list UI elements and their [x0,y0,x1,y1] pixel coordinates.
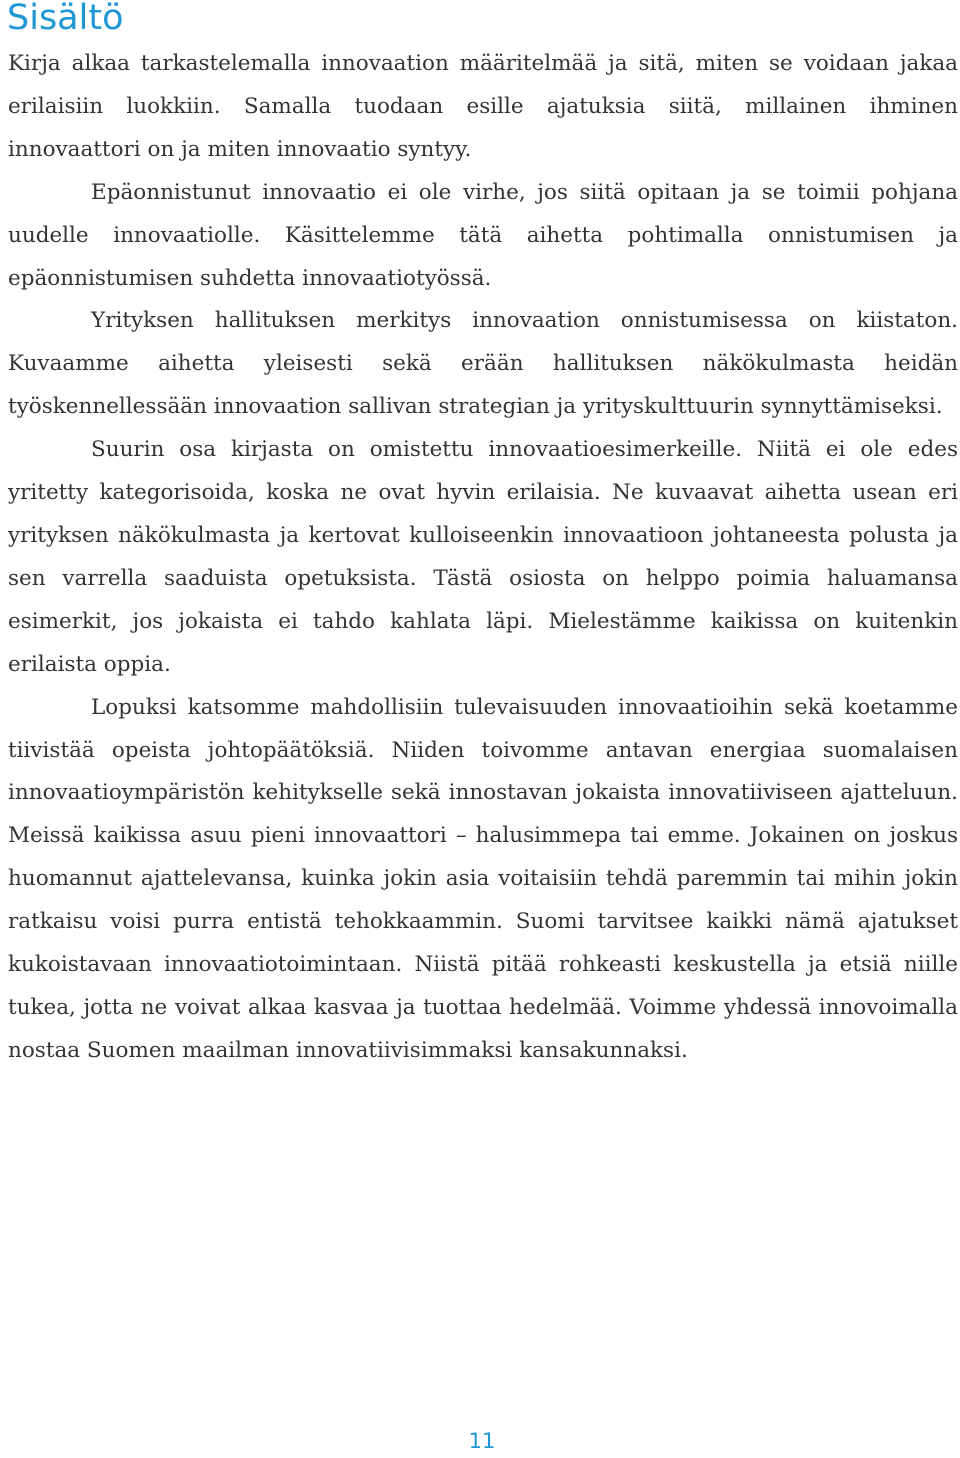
body-text [8,43,958,1073]
paragraph-intro: Kirja alkaa tarkastelemalla innovaation määritelmää ja sitä, miten se voidaan jakaa erilaisiin luokkiin. Samalla tuodaan esille ajatuksia siitä, millainen ihminen innovaattori on ja miten innovaatio syntyy. [8,51,958,162]
paragraph-failure: Epäonnistunut innovaatio ei ole virhe, jos siitä opitaan ja se toimii pohjana uudelle innovaatiolle. Käsittelemme tätä aihetta pohtimalla onnistumisen ja epäonnistumisen suhdetta innovaatiotyössä. [8,179,958,291]
page-number: 11 [468,1429,496,1453]
paragraph-examples: Suurin osa kirjasta on omistettu innovaatioesimerkeille. Niitä ei ole edes yritetty kategorisoida, koska ne ovat hyvin erilaisia. Ne kuvaavat aihetta usean eri yrityksen näkökulmasta ja kertovat kulloiseenkin innovaatioon johtaneesta polusta ja sen varrella saaduista opetuksista. Tästä osiosta on helppo poimia haluamansa esimerkit, jos jokaista ei tahdo kahlata läpi. Mielestämme kaikissa on kuitenkin erilaista oppia. [8,437,958,677]
page-title: Sisältö [7,0,124,38]
paragraph-board: Yrityksen hallituksen merkitys innovaation onnistumisessa on kiistaton. Kuvaamme aihetta yleisesti sekä erään hallituksen näkökulmasta heidän työskennellessään innovaation sallivan strategian ja yrityskulttuurin synnyttämiseksi. [8,308,958,420]
paragraph-conclusion: Lopuksi katsomme mahdollisiin tulevaisuuden innovaatioihin sekä koetamme tiivistää opeista johtopäätöksiä. Niiden toivomme antavan energiaa suomalaisen innovaatioympäristön kehitykselle sekä innostavan jokaista innovatiiviseen ajatteluun. Meissä kaikissa asuu pieni innovaattori – halusimmepa tai emme. Jokainen on joskus huomannut ajattelevansa, kuinka jokin asia voitaisiin tehdä paremmin tai mihin jokin ratkaisu voisi purra entistä tehokkaammin. Suomi tarvitsee kaikki nämä ajatukset kukoistavaan innovaatiotoimintaan. Niistä pitää rohkeasti keskustella ja etsiä niille tukea, jotta ne voivat alkaa kasvaa ja tuottaa hedelmää. Voimme yhdessä innovoimalla nostaa Suomen maailman innovatiivisimmaksi kansakunnaksi. [8,694,958,1063]
